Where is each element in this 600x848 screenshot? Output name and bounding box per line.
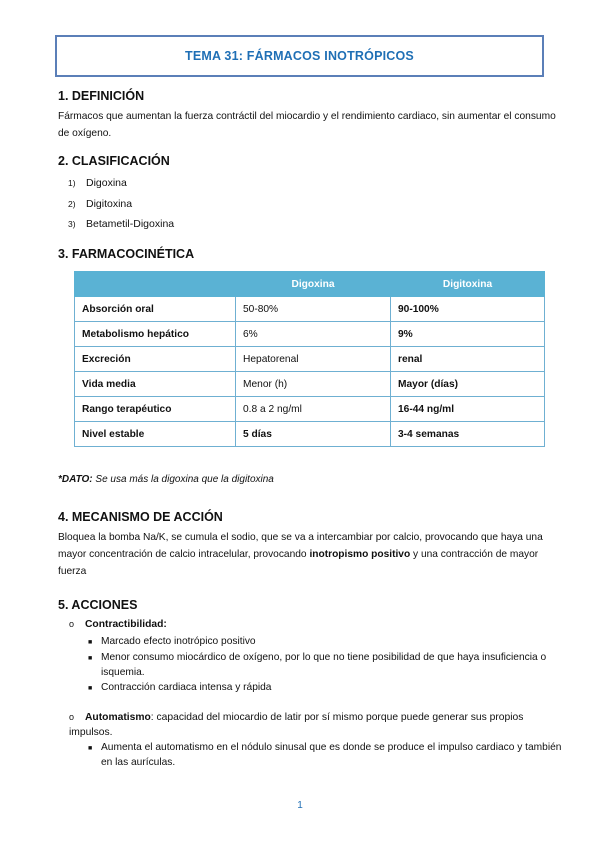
row-label: Metabolismo hepático [75, 322, 236, 347]
list-item-text: Digitoxina [86, 197, 133, 210]
cell-digoxina: 50-80% [236, 297, 391, 322]
list-item [88, 680, 548, 696]
table-row [75, 397, 545, 422]
cell-digitoxina: renal [391, 347, 545, 372]
cell-digitoxina: 9% [391, 322, 545, 347]
pharmacokinetics-table [74, 271, 545, 447]
mecanismo-text-bold: inotropismo positivo [309, 549, 411, 560]
dato-note [58, 474, 274, 485]
list-number: 2) [68, 198, 76, 209]
contractilidad-list [88, 634, 548, 696]
accion-automatismo [69, 710, 551, 740]
mecanismo-text [58, 529, 558, 580]
section-heading-acciones: 5. ACCIONES [58, 598, 138, 612]
mecanismo-text-b: y una contracción de mayor fuerza [58, 549, 539, 577]
dato-label: *DATO: [58, 474, 93, 485]
table-header-digoxina: Digoxina [236, 272, 391, 297]
cell-digitoxina: Mayor (días) [391, 372, 545, 397]
square-bullet-icon: ■ [88, 745, 93, 752]
section-heading-definicion: 1. DEFINICIÓN [58, 89, 145, 103]
list-item-text: Betametil-Digoxina [86, 218, 175, 231]
accion-contractilidad [69, 619, 167, 630]
section-heading-clasificacion: 2. CLASIFICACIÓN [58, 154, 170, 168]
section-heading-mecanismo: 4. MECANISMO DE ACCIÓN [58, 510, 223, 524]
list-item-text: Digoxina [86, 177, 127, 190]
list-item [68, 173, 174, 194]
circle-bullet-icon: o [69, 712, 75, 722]
table-row [75, 297, 545, 322]
row-label: Nivel estable [75, 422, 236, 447]
clasificacion-list [68, 173, 174, 235]
dato-text: Se usa más la digoxina que la digitoxina [92, 474, 274, 485]
definicion-text: Fármacos que aumentan la fuerza contráctil del miocardio y el rendimiento cardiaco, sin aumentar el consumo de oxígeno. [58, 111, 556, 139]
table-row [75, 372, 545, 397]
row-label: Vida media [75, 372, 236, 397]
list-item-text: Aumenta el automatismo en el nódulo sinusal que es donde se produce el impulso cardiaco y también en las aurículas. [101, 742, 562, 768]
cell-digitoxina: 90-100% [391, 297, 545, 322]
list-item [88, 634, 548, 650]
list-item [68, 214, 174, 235]
cell-digoxina: 5 días [236, 422, 391, 447]
list-item [68, 194, 174, 215]
cell-digoxina: 0.8 a 2 ng/ml [236, 397, 391, 422]
circle-bullet-icon: o [69, 619, 75, 629]
cell-digoxina: 6% [236, 322, 391, 347]
square-bullet-icon: ■ [88, 685, 93, 692]
list-item [88, 740, 563, 770]
section-heading-farmacocinetica: 3. FARMACOCINÉTICA [58, 247, 195, 261]
accion-text: : capacidad del miocardio de latir por sí mismo porque puede generar sus propios impulsos. [69, 712, 524, 738]
row-label: Excreción [75, 347, 236, 372]
row-label: Rango terapéutico [75, 397, 236, 422]
list-item-text: Menor consumo miocárdico de oxígeno, por lo que no tiene posibilidad de que haya insuficiencia o isquemia. [101, 652, 547, 678]
table-header-digitoxina: Digitoxina [391, 272, 545, 297]
cell-digitoxina: 3-4 semanas [391, 422, 545, 447]
table-row [75, 422, 545, 447]
table-header-row [75, 272, 545, 297]
square-bullet-icon: ■ [88, 655, 93, 662]
table-row [75, 322, 545, 347]
automatismo-list [88, 740, 563, 770]
list-item-text: Marcado efecto inotrópico positivo [101, 636, 256, 647]
table-row [75, 347, 545, 372]
cell-digoxina: Hepatorenal [236, 347, 391, 372]
accion-title: Contractibilidad: [85, 619, 167, 630]
list-number: 1) [68, 178, 76, 189]
page-number: 1 [297, 800, 303, 811]
list-item [88, 650, 548, 680]
accion-title: Automatismo [85, 712, 151, 723]
list-item-text: Contracción cardiaca intensa y rápida [101, 682, 272, 693]
square-bullet-icon: ■ [88, 639, 93, 646]
list-number: 3) [68, 219, 76, 230]
row-label: Absorción oral [75, 297, 236, 322]
page-title: TEMA 31: FÁRMACOS INOTRÓPICOS [55, 35, 544, 77]
cell-digoxina: Menor (h) [236, 372, 391, 397]
cell-digitoxina: 16-44 ng/ml [391, 397, 545, 422]
table-header-empty [75, 272, 236, 297]
mecanismo-text-a: Bloquea la bomba Na/K, se cumula el sodio, que se va a intercambiar por calcio, provocando que haya una mayor concentración de calcio intracelular, provocando [58, 532, 543, 560]
